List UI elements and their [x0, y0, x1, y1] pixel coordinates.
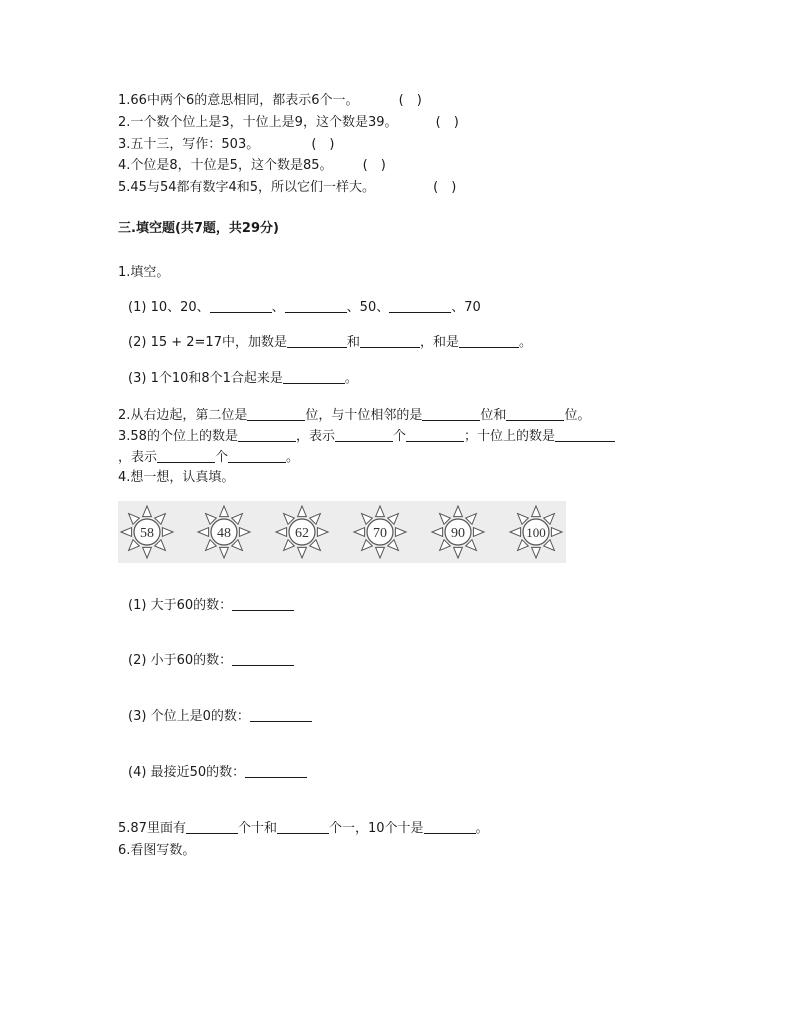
text: 位和: [480, 408, 507, 423]
q1-sub-1: [128, 299, 481, 317]
sun-ray: [551, 528, 562, 537]
sun-card: [118, 501, 176, 563]
sun-number: 70: [373, 526, 387, 541]
judge-text: 2.一个数个位上是3，十位上是9，这个数是39。: [118, 115, 398, 130]
sun-ray: [354, 528, 365, 537]
text: 小于60的数：: [150, 653, 233, 668]
sun-ray: [143, 547, 152, 558]
sun-ray: [510, 528, 521, 537]
text: 位，与十位相邻的是: [305, 408, 423, 423]
q3-line-2: [118, 449, 299, 467]
q1-sub-2: [128, 334, 532, 352]
q6-title: 6.看图写数。: [118, 843, 196, 858]
answer-paren[interactable]: ( ): [433, 180, 457, 195]
answer-blank[interactable]: [287, 334, 347, 348]
sun-ray: [454, 506, 463, 517]
q2: [118, 407, 590, 425]
judge-item-2: [118, 114, 459, 132]
answer-blank[interactable]: [238, 428, 296, 442]
answer-blank[interactable]: [283, 370, 345, 384]
judge-text: 5.45与54都有数字4和5，所以它们一样大。: [118, 180, 376, 195]
sun-ray: [239, 528, 250, 537]
answer-blank[interactable]: [228, 449, 286, 463]
sun-ray: [317, 528, 328, 537]
q1-title: 1.填空。: [118, 265, 170, 280]
text: 10、20、: [150, 300, 210, 315]
answer-blank[interactable]: [459, 334, 519, 348]
text: 位。: [564, 408, 591, 423]
text: 和: [346, 335, 360, 350]
sun-ray: [376, 547, 385, 558]
answer-blank[interactable]: [232, 652, 294, 666]
sun-ray: [276, 528, 287, 537]
text: 最接近50的数：: [150, 765, 246, 780]
sun-card: [429, 501, 487, 563]
text: 、70: [451, 300, 481, 315]
section-title: 三.填空题(共7题，共29分): [118, 221, 279, 236]
answer-paren[interactable]: ( ): [398, 93, 422, 108]
judge-item-4: [118, 157, 386, 175]
sun-ray: [432, 528, 443, 537]
judge-item-3: [118, 136, 335, 154]
answer-blank[interactable]: [406, 428, 464, 442]
answer-paren[interactable]: ( ): [435, 115, 459, 130]
q4-sub-1: [128, 597, 294, 615]
sub-number: (4): [128, 765, 147, 780]
text: 个十和: [237, 821, 277, 836]
text: 、50、: [346, 300, 390, 315]
answer-paren[interactable]: ( ): [362, 158, 386, 173]
q5: [118, 820, 489, 838]
text: 1个10和8个1合起来是: [150, 371, 283, 386]
text: 3.58的个位上的数是: [118, 429, 238, 444]
text: ；十位上的数是: [463, 429, 555, 444]
sun-number-row: [118, 501, 566, 563]
text: 5.87里面有: [118, 821, 186, 836]
answer-blank[interactable]: [424, 820, 476, 834]
answer-blank[interactable]: [360, 334, 420, 348]
sun-card: [507, 501, 565, 563]
answer-blank[interactable]: [555, 428, 615, 442]
sub-number: (2): [128, 335, 147, 350]
sun-ray: [395, 528, 406, 537]
sun-ray: [454, 547, 463, 558]
sun-card: [195, 501, 253, 563]
sub-number: (1): [128, 300, 147, 315]
text: 、: [271, 300, 285, 315]
sun-ray: [298, 547, 307, 558]
answer-blank[interactable]: [186, 820, 238, 834]
answer-blank[interactable]: [335, 428, 393, 442]
sun-number: 48: [217, 526, 231, 541]
sub-number: (3): [128, 371, 147, 386]
sun-number: 58: [140, 526, 154, 541]
sun-ray: [220, 547, 229, 558]
sub-number: (2): [128, 653, 147, 668]
q4-sub-4: [128, 764, 307, 782]
answer-blank[interactable]: [232, 597, 294, 611]
text: 2.从右边起，第二位是: [118, 408, 248, 423]
sun-ray: [376, 506, 385, 517]
text: 15 + 2=17中，加数是: [150, 335, 287, 350]
answer-blank[interactable]: [247, 407, 305, 421]
q4-sub-3: [128, 708, 312, 726]
judge-text: 3.五十三，写作：503。: [118, 137, 260, 152]
q4-title: 4.想一想，认真填。: [118, 470, 235, 485]
sun-ray: [121, 528, 132, 537]
answer-blank[interactable]: [210, 299, 272, 313]
answer-blank[interactable]: [250, 708, 312, 722]
answer-blank[interactable]: [245, 764, 307, 778]
q1-sub-3: [128, 370, 358, 388]
text: 个一，10个十是: [328, 821, 424, 836]
text: 。: [286, 450, 300, 465]
sun-ray: [473, 528, 484, 537]
judge-item-1: [118, 92, 422, 110]
sub-number: (3): [128, 709, 147, 724]
sun-ray: [162, 528, 173, 537]
answer-blank[interactable]: [506, 407, 564, 421]
q3-line-1: [118, 428, 615, 446]
text: 个: [215, 450, 229, 465]
sun-ray: [220, 506, 229, 517]
answer-paren[interactable]: ( ): [311, 137, 335, 152]
sun-number: 62: [295, 526, 309, 541]
text: 。: [519, 335, 533, 350]
sun-card: [273, 501, 331, 563]
answer-blank[interactable]: [285, 299, 347, 313]
sun-ray: [143, 506, 152, 517]
sun-card: [351, 501, 409, 563]
sub-number: (1): [128, 598, 147, 613]
text: 个: [392, 429, 406, 444]
sun-ray: [198, 528, 209, 537]
text: ，表示: [118, 450, 158, 465]
judge-text: 4.个位是8，十位是5，这个数是85。: [118, 158, 333, 173]
answer-blank[interactable]: [277, 820, 329, 834]
judge-item-5: [118, 179, 456, 197]
text: ，表示: [295, 429, 335, 444]
sun-number: 100: [526, 525, 546, 540]
answer-blank[interactable]: [389, 299, 451, 313]
text: ，和是: [419, 335, 459, 350]
judge-text: 1.66中两个6的意思相同，都表示6个一。: [118, 93, 359, 108]
sun-ray: [532, 547, 541, 558]
sun-number: 90: [451, 526, 465, 541]
sun-ray: [298, 506, 307, 517]
text: 。: [475, 821, 489, 836]
q4-sub-2: [128, 652, 294, 670]
text: 大于60的数：: [150, 598, 233, 613]
text: 。: [344, 371, 358, 386]
sun-ray: [532, 506, 541, 517]
answer-blank[interactable]: [422, 407, 480, 421]
text: 个位上是0的数：: [150, 709, 250, 724]
answer-blank[interactable]: [157, 449, 215, 463]
